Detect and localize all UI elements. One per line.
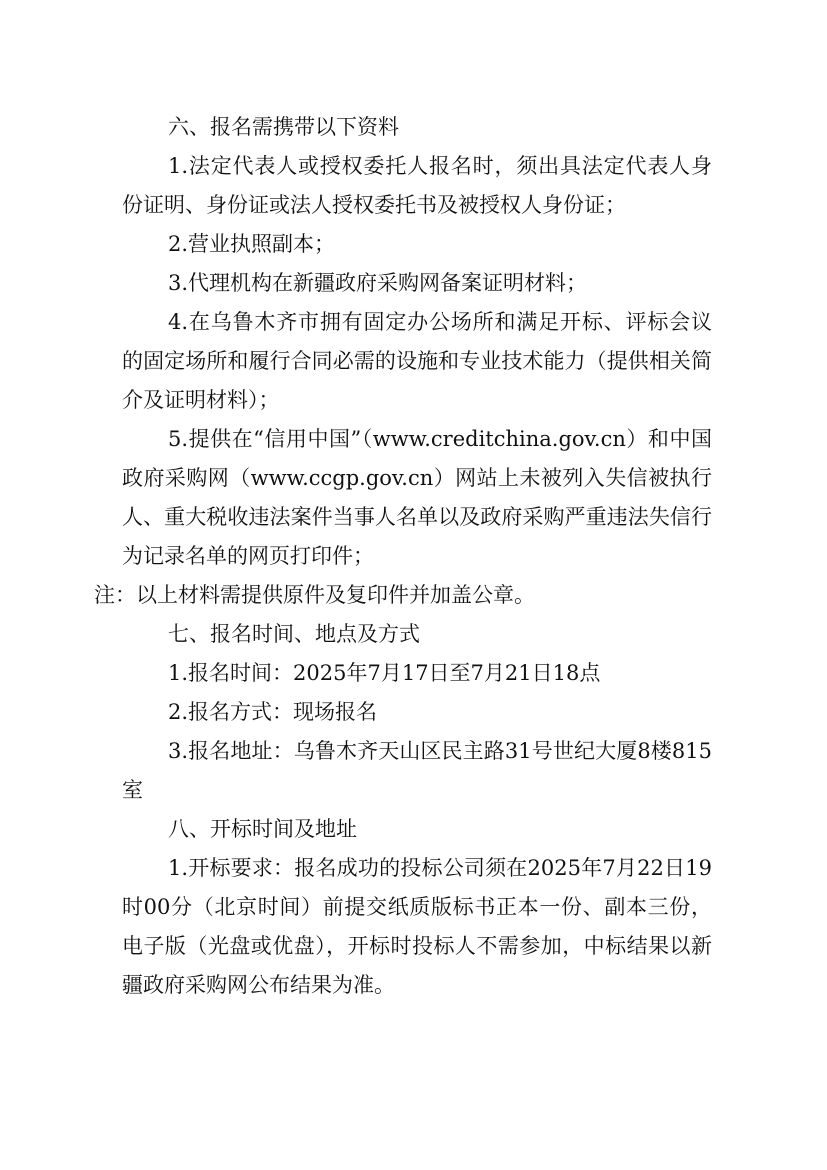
item-legal-representative: 1.法定代表人或授权委托人报名时，须出具法定代表人身份证明、身份证或法人授权委托书及被授权人身份证； [122,154,712,217]
document-body [94,108,712,1005]
item-fixed-office: 4.在乌鲁木齐市拥有固定办公场所和满足开标、评标会议的固定场所和履行合同必需的设施和专业技术能力（提供相关简介及证明材料）； [122,310,712,412]
note-materials: 注：以上材料需提供原件及复印件并加盖公章。 [94,583,535,607]
item-registration-time: 1.报名时间：2025年7月17日至7月21日18点 [168,661,601,685]
section-heading-eight: 八、开标时间及地址 [168,817,357,841]
item-credit-record: 5.提供在“信用中国”（www.creditchina.gov.cn）和中国政府采购网（www.ccgp.gov.cn）网站上未被列入失信被执行人、重大税收违法案件当事人名单以及政府采购严重违法失信行为记录名单的网页打印件； [122,427,712,568]
section-heading-six: 六、报名需携带以下资料 [168,115,399,139]
item-registration-method: 2.报名方式：现场报名 [168,700,378,724]
item-business-license: 2.营业执照副本； [168,232,336,256]
item-agency-filing: 3.代理机构在新疆政府采购网备案证明材料； [168,271,588,295]
section-heading-seven: 七、报名时间、地点及方式 [168,622,420,646]
item-registration-address: 3.报名地址：乌鲁木齐天山区民主路31号世纪大厦8楼815室 [122,739,712,802]
item-bid-opening-requirements: 1.开标要求：报名成功的投标公司须在2025年7月22日19时00分（北京时间）前提交纸质版标书正本一份、副本三份，电子版（光盘或优盘），开标时投标人不需参加，中标结果以新疆政府采购网公布结果为准。 [122,856,712,997]
